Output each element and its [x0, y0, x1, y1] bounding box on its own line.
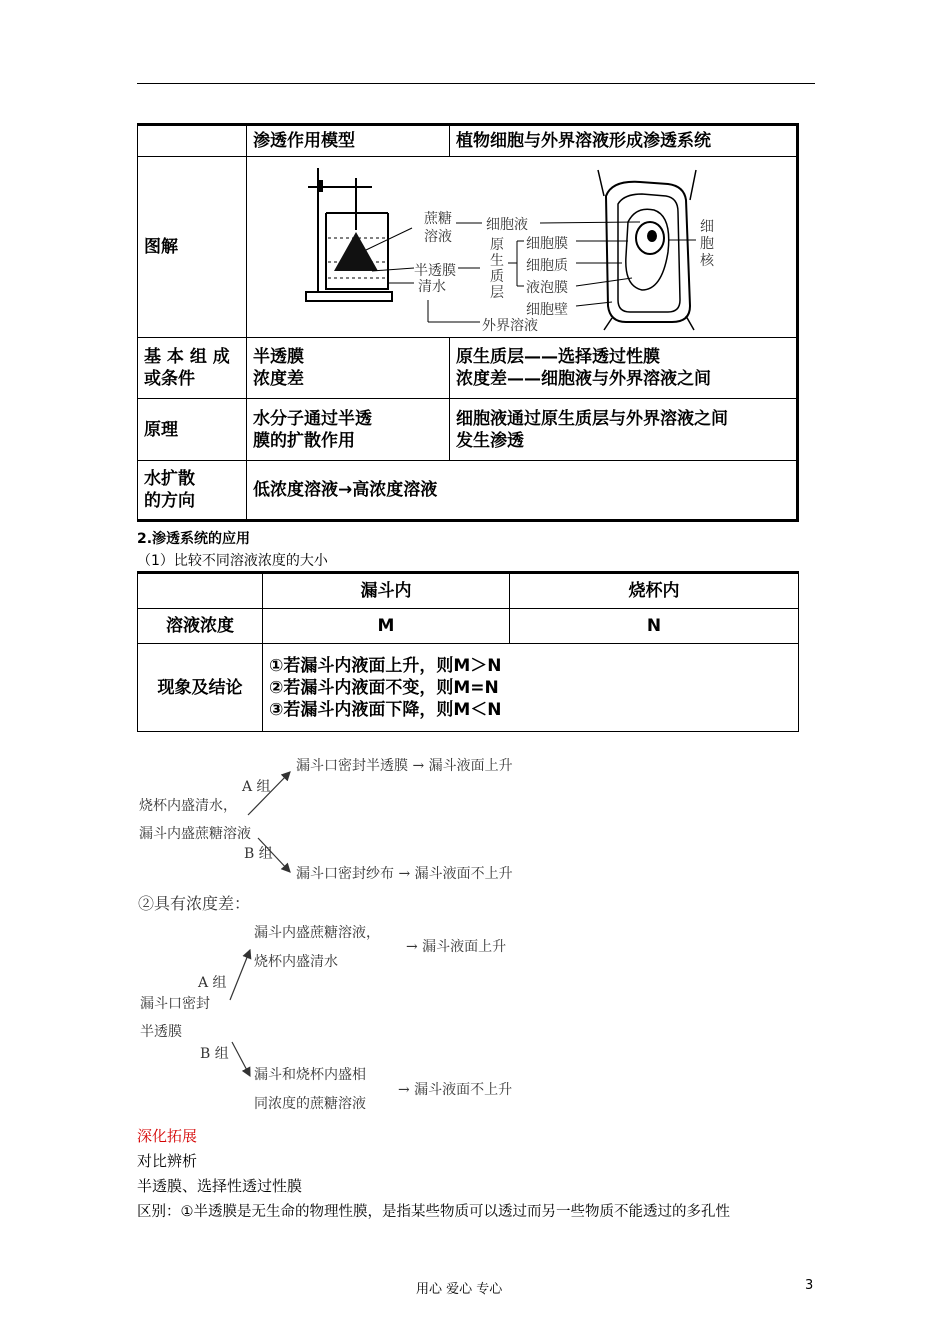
- principle-model-l2: 膜的扩散作用: [253, 430, 355, 451]
- difference-text: 区别：①半透膜是无生命的物理性膜，是指某些物质可以透过而另一些物质不能透过的多孔性: [137, 1204, 730, 1220]
- row-label-diagram: 图解: [138, 157, 247, 338]
- osmosis-comparison-table: [137, 123, 799, 522]
- direction-label-l1: 水扩散: [144, 469, 195, 489]
- basic-model-l2: 浓度差: [253, 369, 304, 389]
- label-clear-water: 清水: [418, 279, 446, 295]
- page-number: 3: [805, 1278, 814, 1293]
- compare-subheading: 半透膜、选择性透过性膜: [137, 1177, 303, 1195]
- flow2-left-1: 漏斗口密封: [140, 996, 210, 1012]
- footer-slogan: 用心 爱心 专心: [416, 1282, 503, 1297]
- section2-title: 2.渗透系统的应用: [137, 531, 251, 547]
- flow2-bottom-2: 同浓度的蔗糖溶液: [254, 1096, 366, 1112]
- row-label-principle: 原理: [138, 399, 247, 461]
- label-cell-sap: 细胞液: [486, 217, 528, 233]
- flow2-top-2: 烧杯内盛清水: [254, 954, 338, 970]
- table2-value-m: M: [263, 609, 510, 644]
- table2-row-phenomenon: 现象及结论: [138, 644, 263, 732]
- basic-plant-l2: 浓度差——细胞液与外界溶液之间: [456, 369, 711, 389]
- header-rule: [137, 83, 815, 84]
- principle-plant-cell: [450, 399, 798, 461]
- label-cell-wall: 细胞壁: [526, 302, 568, 318]
- table2-header-beaker: 烧杯内: [510, 573, 799, 609]
- basic-plant-cell: [450, 338, 798, 399]
- table2-conclusions: [263, 644, 799, 732]
- conclusion-2: ②若漏斗内液面不变，则M=N: [269, 677, 499, 698]
- diagram-cell: [247, 157, 798, 338]
- flow1-group-a: A 组: [242, 779, 271, 795]
- label-protoplast-2: 生: [490, 253, 504, 269]
- conclusion-3: ③若漏斗内液面下降，则M＜N: [269, 699, 502, 720]
- basic-model-l1: 半透膜: [253, 347, 304, 367]
- table1-corner: [138, 125, 247, 157]
- flow2-arrow-a: [230, 950, 250, 1000]
- table2-header-funnel: 漏斗内: [263, 573, 510, 609]
- label-cell-membrane: 细胞膜: [526, 236, 568, 252]
- flow2-left-2: 半透膜: [140, 1024, 182, 1040]
- label-protoplast-1: 原: [490, 237, 504, 253]
- table1-header-plant: 植物细胞与外界溶液形成渗透系统: [450, 125, 798, 157]
- flow1-top: 漏斗口密封半透膜 → 漏斗液面上升: [296, 758, 513, 774]
- principle-model-cell: [247, 399, 450, 461]
- flow2-top-1: 漏斗内盛蔗糖溶液，: [254, 925, 380, 941]
- flow1-left-1: 烧杯内盛清水，: [139, 798, 237, 814]
- label-semi-membrane: 半透膜: [414, 263, 456, 279]
- table2-row-concentration: 溶液浓度: [138, 609, 263, 644]
- row-label-direction: [138, 461, 247, 521]
- basic-model-cell: [247, 338, 450, 399]
- principle-plant-l2: 发生渗透: [456, 430, 524, 451]
- flow1-bottom: 漏斗口密封纱布 → 漏斗液面不上升: [296, 866, 513, 882]
- table2-value-n: N: [510, 609, 799, 644]
- label-sucrose-1: 蔗糖: [424, 211, 452, 227]
- label-outer-solution: 外界溶液: [482, 318, 538, 334]
- flow1-left-2: 漏斗内盛蔗糖溶液: [139, 826, 251, 842]
- label-nucleus-3: 核: [700, 253, 714, 269]
- label-protoplast-4: 层: [490, 285, 504, 301]
- label-nucleus-1: 细: [700, 219, 714, 235]
- label-sucrose-2: 溶液: [424, 229, 452, 245]
- row-label-basic: 基 本 组 成 或条件: [138, 338, 247, 399]
- flow1-group-b: B 组: [244, 846, 273, 862]
- table1-header-model: 渗透作用模型: [247, 125, 450, 157]
- principle-model-l1: 水分子通过半透: [253, 408, 372, 429]
- flow2-arrow-b: [232, 1042, 250, 1076]
- conclusion-1: ①若漏斗内液面上升，则M＞N: [269, 655, 502, 676]
- section2-subtitle: （1）比较不同溶液浓度的大小: [137, 553, 328, 569]
- flow2-group-a: A 组: [198, 975, 227, 991]
- principle-plant-l1: 细胞液通过原生质层与外界溶液之间: [456, 408, 728, 429]
- label-protoplast-3: 质: [490, 269, 504, 285]
- flow2-title: ②具有浓度差：: [138, 894, 251, 913]
- flow2-bottom-1: 漏斗和烧杯内盛相: [254, 1067, 366, 1083]
- flow2-bottom-result: → 漏斗液面不上升: [398, 1082, 513, 1098]
- concentration-table: [137, 571, 799, 732]
- label-vacuole-membrane: 液泡膜: [526, 280, 568, 296]
- label-nucleus-2: 胞: [700, 236, 714, 252]
- direction-label-l2: 的方向: [144, 491, 195, 511]
- direction-value: 低浓度溶液→高浓度溶液: [247, 461, 798, 521]
- flow2-group-b: B 组: [200, 1046, 229, 1062]
- flow2-top-result: → 漏斗液面上升: [406, 939, 507, 955]
- compare-heading: 对比辨析: [137, 1152, 198, 1170]
- basic-plant-l1: 原生质层——选择透过性膜: [456, 347, 660, 367]
- table2-corner: [138, 573, 263, 609]
- deep-title: 深化拓展: [137, 1127, 198, 1145]
- label-cytoplasm: 细胞质: [526, 258, 568, 274]
